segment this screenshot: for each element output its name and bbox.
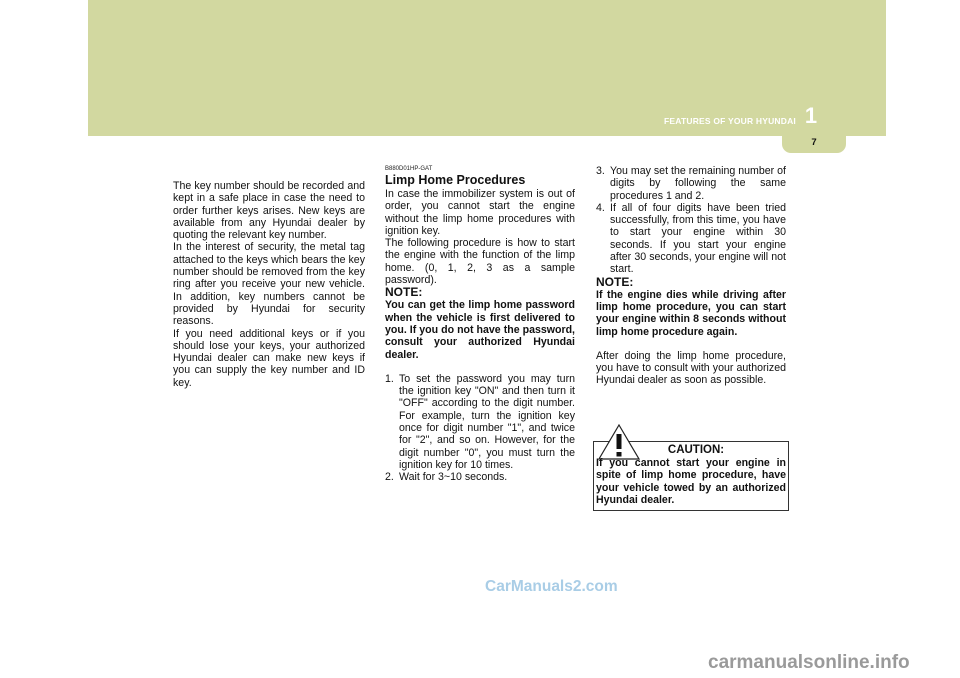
- watermark-carmanualsonline: carmanualsonline.info: [708, 652, 910, 673]
- page-number: 7: [811, 137, 817, 148]
- chapter-number: 1: [804, 103, 818, 128]
- column-key-number: [173, 180, 365, 389]
- caution-title: CAUTION:: [667, 444, 725, 456]
- paragraph: In the interest of security, the metal tag attached to the keys which bears the key number should be removed from the key ring after you receive your new vehicle. In addition, key numbers cannot be provided by Hyundai for security reasons.: [173, 241, 365, 328]
- step-number: 4.: [596, 201, 605, 214]
- watermark-carmanuals2: CarManuals2.com: [485, 578, 618, 595]
- step-item: [596, 165, 786, 202]
- note-heading: NOTE:: [596, 274, 634, 289]
- paragraph: The key number should be recorded and kept in a safe place in case the need to order further keys arises. New keys are available from any Hyundai dealer by quoting the relevant key number.: [173, 180, 365, 242]
- paragraph: If you need additional keys or if you should lose your keys, your authorized Hyundai dealer can make new keys if you can supply the key number and ID key.: [173, 327, 365, 389]
- step-item: [596, 202, 786, 276]
- step-text: You may set the remaining number of digits by following the same procedures 1 and 2.: [610, 165, 786, 202]
- step-number: 2.: [385, 471, 394, 484]
- step-item: [385, 471, 575, 483]
- step-number: 3.: [596, 165, 605, 177]
- step-text: To set the password you may turn the ignition key "ON" and then turn it "OFF" according to the digit number. For example, turn the ignition key once for digit number "1", and twice for "2", and so on. However, for the digit number "0", you must turn the ignition key for 10 times.: [399, 372, 575, 471]
- step-text: If all of four digits have been tried successfully, from this time, you have to start your engine within 30 seconds. If you start your engine after 30 seconds, your engine will not start.: [610, 201, 786, 276]
- paragraph: In case the immobilizer system is out of order, you cannot start the engine without the limp home procedures with ignition key.: [385, 188, 575, 237]
- chapter-title: FEATURES OF YOUR HYUNDAI: [664, 116, 796, 126]
- section-heading: Limp Home Procedures: [385, 173, 526, 187]
- paragraph: After doing the limp home procedure, you have to consult with your authorized Hyundai dealer as soon as possible.: [596, 349, 786, 387]
- section-code: B880D01HP-GAT: [385, 166, 433, 172]
- note-body: If the engine dies while driving after limp home procedure, you can start your engine within 8 seconds without limp home procedure again.: [596, 288, 786, 338]
- note-body: You can get the limp home password when the vehicle is first delivered to you. If you do not have the password, consult your authorized Hyundai dealer.: [385, 299, 575, 361]
- step-number: 1.: [385, 372, 394, 385]
- step-text: Wait for 3~10 seconds.: [399, 471, 508, 484]
- step-item: [385, 373, 575, 471]
- note-heading: NOTE:: [385, 285, 423, 300]
- paragraph: The following procedure is how to start the engine with the function of the limp home. (0, 1, 2, 3 as a sample password).: [385, 237, 575, 287]
- column-limp-home: [385, 165, 575, 484]
- column-limp-home-continued: [596, 165, 786, 387]
- warning-triangle-icon: [598, 424, 640, 460]
- caution-body: If you cannot start your engine in spite of limp home procedure, have your vehicle towed by an authorized Hyundai dealer.: [596, 457, 786, 506]
